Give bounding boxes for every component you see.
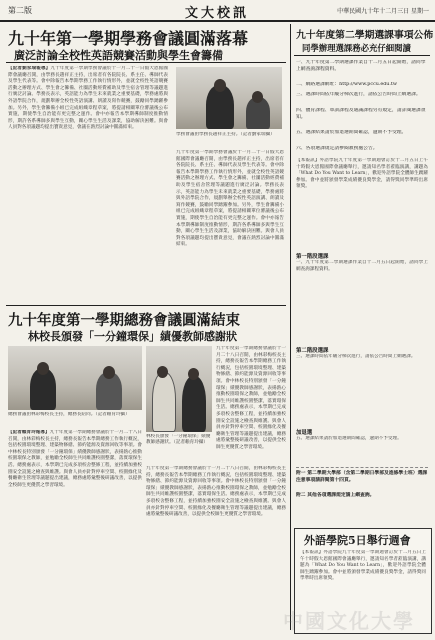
list-item: 五、選課結果請於加退選期間確認，逾期不予受理。 (296, 130, 407, 135)
section-body: 五、選課結果請於加退選期間確認，逾期不予受理。 (296, 436, 402, 441)
divider (294, 55, 430, 56)
article2-photo-caption-right: 林校長頒發「一分鐘環保」績優教師感謝狀。（記者賴育玲攝） (146, 434, 211, 446)
person-head (37, 362, 49, 375)
event-title: 外語學院5日舉行週會 (304, 534, 411, 547)
article1-body-cont: 九十年度第一學期學務會議於十一月二十一日假大恩館國際會議廳召開，由學務長趙祥正主持，出席者有各院院長、系主任、導師代表及學生代表等。會中除報告本學期學務工作執行情形外，並就全校性英語競賽活動之辦理方式、學生會之籌備、社團活動經費補助及學生宿舍管理等議題進行廣泛討論。學務長表示，英語能力為學生未來就業之重要基礎，學務處將與外語學院合作，規劃舉辦全校性英語演講、朗讀及寫作競賽，鼓勵同學踴躍參加。另外，學生會籌備小組已完成組織章程草案，將提請相關單位審議後公布實施，期使學生自治能有更完整之運作。會中亦報告本學期導師制度推動情形，期許各系導師多與學生互動，關心學生生活及課業，協助解決困難。與會人員對各項議題均提出寶貴意見，會議在熱烈討論中圓滿結束。 (176, 150, 284, 248)
dateline: 中華民國九十年十二月三日 星期一 (337, 8, 429, 15)
article3-body: 【本報訊】外語學院九十年度第一學期週會訂於十二月五日上午十時假大恩館國際會議廳舉行，邀請知名學者蒞臨演講，講題為「What Do You Want to Learn」，歡迎外語學院全體師生踴躍參加。會中並將頒發學業成績優良獎學金，請得獎同學準時出席領獎。 (296, 158, 428, 190)
article2-title: 九十年度第一學期總務會議圓滿結束 (8, 312, 240, 329)
article1-title: 九十年第一學期學務會議圓滿落幕 (8, 29, 249, 48)
article2-body (8, 430, 142, 630)
article3-title: 九十年度第二學期選課事項公佈 (296, 30, 434, 41)
person-head (157, 366, 168, 378)
event-body: 【本報訊】外語學院九十年度第一學期週會訂於十二月五日上午十時假大恩館國際會議廳舉行，邀請知名學者蒞臨演講，講題為「What Do You Want to Learn」，歡迎外語學院全體師生踴躍參加。會中並將頒發學業成績優良獎學金，請得獎同學準時出席領獎。 (300, 550, 426, 582)
notice-1: 附一 第二學期大學部（含第二學期日學部及進修學士班）選課注意事項請詳閱第十四頁。 (296, 470, 428, 483)
article2-photo-right (146, 346, 212, 432)
article2-body-side: 九十年度第一學期總務會議於十一月二十八日召開，由林彩梅校長主持，總務長報告本學期總務工作執行概況，包括校園環境整理、建築物修繕、節約能源及資源回收等事項。會中林校長特別頒發「一分鐘環保」績優教師感謝狀，表揚熱心推動校園環保之教師，並勉勵全校師生共同維護校園整潔，落實環保生活。總務處表示，本學期已完成多項校舍整修工程，並持續加強校園安全設施之檢查與維護。與會人員亦針對停車空間、校園綠化及餐廳衛生管理等議題提出建議，總務處將彙整後研議改善，以提供全校師生更優質之學習環境。 (216, 346, 286, 450)
article1-subtitle: 廣泛討論全校性英語競賽活動與學生會籌備 (14, 49, 223, 62)
article1-photo (176, 67, 282, 129)
divider (6, 62, 286, 63)
list-item: 三、選課時間依年級分梯次進行，請依公告時間上網選課。 (296, 92, 421, 97)
watermark: 中國文化大學 (283, 609, 415, 633)
section-heading: 第一階段選課 (296, 254, 329, 260)
section-body: 三、選課時間依年級分梯次進行，請依公告時間上網選課。 (296, 354, 416, 359)
section-heading: 第二階段選課 (296, 348, 329, 354)
person-head (214, 79, 226, 92)
list-item: 一、九十年度第二學期選課作業自十二月五日起開始，請同學上網查詢課程資料。 (296, 60, 426, 72)
article2-lead-tag: 【記者賴育玲報導】 (8, 430, 50, 435)
article2-body-cont: 九十年度第一學期總務會議於十一月二十八日召開，由林彩梅校長主持，總務長報告本學期總務工作執行概況，包括校園環境整理、建築物修繕、節約能源及資源回收等事項。會中林校長特別頒發「一分鐘環保」績優教師感謝狀，表揚熱心推動校園環保之教師，並勉勵全校師生共同維護校園整潔，落實環保生活。總務處表示，本學期已完成多項校舍整修工程，並持續加強校園安全設施之檢查與維護。與會人員亦針對停車空間、校園綠化及餐廳衛生管理等議題提出建議，總務處將彙整後研議改善，以提供全校師生更優質之學習環境。 (146, 466, 286, 518)
article1-text: 九十年度第一學期學務會議於十一月二十一日假大恩館國際會議廳召開，由學務長趙祥正主持，出席者有各院院長、系主任、導師代表及學生代表等。會中除報告本學期學務工作執行情形外，並就全校性英語競賽活動之辦理方式、學生會之籌備、社團活動經費補助及學生宿舍管理等議題進行廣泛討論。學務長表示，英語能力為學生未來就業之重要基礎，學務處將與外語學院合作，規劃舉辦全校性英語演講、朗讀及寫作競賽，鼓勵同學踴躍參加。另外，學生會籌備小組已完成組織章程草案，將提請相關單位審議後公布實施，期使學生自治能有更完整之運作。會中亦報告本學期導師制度推動情形，期許各系導師多與學生互動，關心學生生活及課業，協助解決困難。與會人員對各項議題均提出寶貴意見，會議在熱烈討論中圓滿結束。 (8, 66, 168, 131)
article3-subtitle: 同學辦理選課務必充仔細閱讀 (302, 43, 411, 53)
article2-photo-left (8, 346, 142, 410)
person-head (103, 366, 115, 379)
person-head (252, 91, 263, 103)
article2-text: 九十年度第一學期總務會議於十一月二十八日召開，由林彩梅校長主持，總務長報告本學期總務工作執行概況，包括校園環境整理、建築物修繕、節約能源及資源回收等事項。會中林校長特別頒發「一分鐘環保」績優教師感謝狀，表揚熱心推動校園環保之教師，並勉勵全校師生共同維護校園整潔，落實環保生活。總務處表示，本學期已完成多項校舍整修工程，並持續加強校園安全設施之檢查與維護。與會人員亦針對停車空間、校園綠化及餐廳衛生管理等議題提出建議，總務處將彙整後研議改善，以提供全校師生更優質之學習環境。 (8, 430, 142, 488)
edition-label: 第二版 (8, 6, 32, 15)
list-item: 二、網路選課網址：http://www.pccu.edu.tw (296, 82, 397, 87)
section-body: 一、九十年度第二學期選課作業自十二月五日起開始，請同學上網查詢課程資料。 (296, 260, 428, 272)
person-figure (152, 372, 176, 432)
list-item: 六、各項選課規定請參閱教務處公告。 (296, 146, 378, 151)
list-item: 四、體育課程、軍訓課程及通識課程另有規定，請詳閱選課須知。 (296, 108, 426, 120)
article1-photo-caption: 學務會議由學務長趙祥正主持。（記者劉家瑞攝） (176, 132, 275, 137)
notice-2: 附二 其他各項選課規定請上網查詢。 (296, 492, 375, 498)
paper-name: 文大校訊 (185, 6, 250, 21)
article2-photo-caption-left: 總務會議由林彩梅校長主持，總務長陪同。（記者賴育玲攝） (8, 412, 130, 417)
article1-lead-tag: 【記者劉家瑞報導】 (8, 66, 51, 71)
person-head (188, 368, 199, 380)
article2-subtitle: 林校長頒發「一分鐘環保」績優教師感謝狀 (28, 330, 237, 343)
masthead (0, 0, 435, 22)
section-heading: 加退選 (296, 430, 313, 436)
divider (6, 305, 286, 306)
person-figure (182, 376, 206, 432)
column-divider (290, 24, 291, 630)
dashed-divider (296, 467, 428, 468)
article1-body (8, 66, 168, 296)
